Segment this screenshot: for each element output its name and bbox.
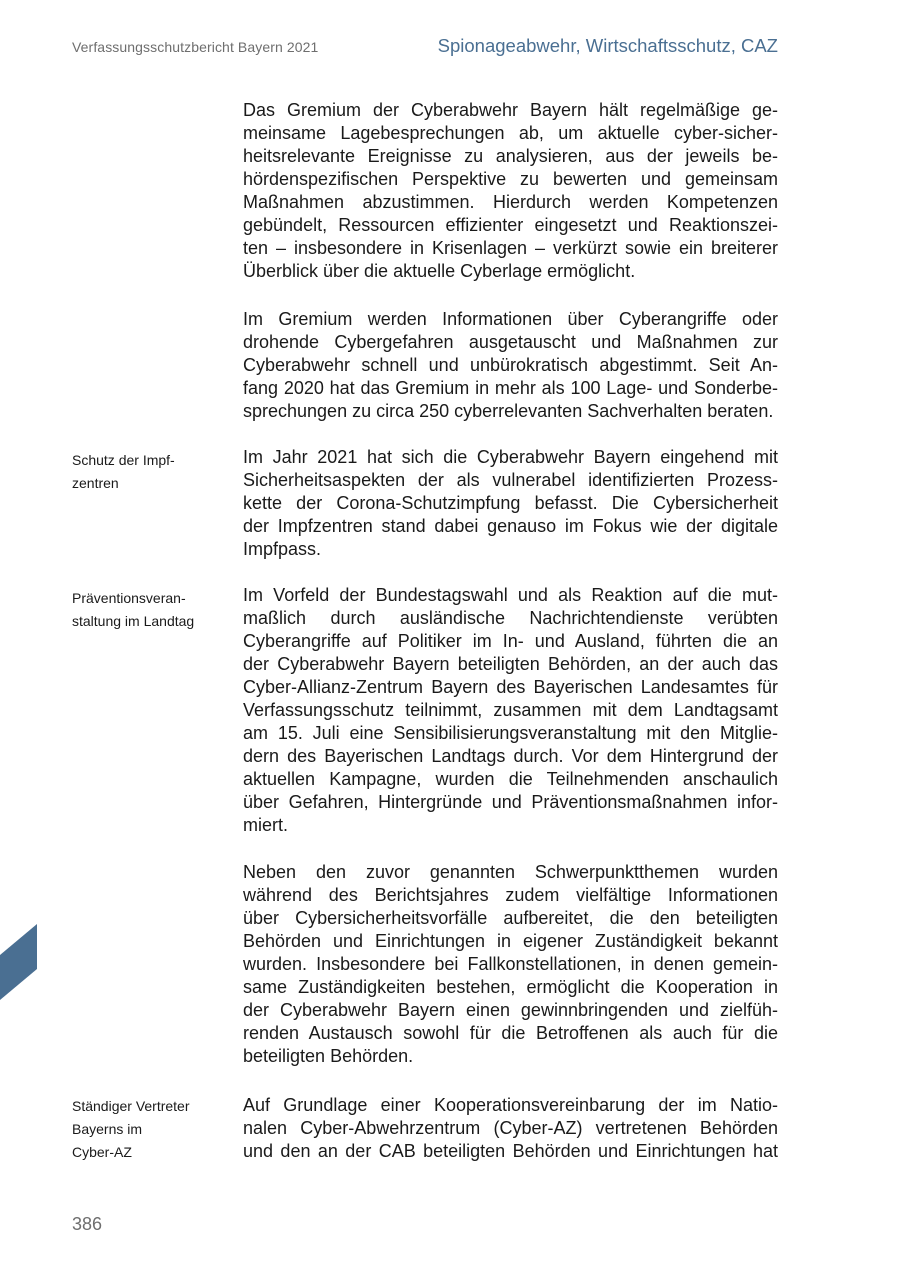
- text-line: Impfpass.: [243, 539, 322, 559]
- text-line: Neben den zuvor genannten Schwerpunktthemen wurden: [243, 862, 778, 882]
- page-number: 386: [72, 1214, 103, 1234]
- text-line: Maßnahmen abzustimmen. Hierdurch werden Kompetenzen: [243, 192, 778, 212]
- text-line: renden Austausch sowohl für die Betroffenen als auch für die: [243, 1023, 778, 1043]
- text-line: der Cyberabwehr Bayern beteiligten Behörden, an der auch das: [243, 654, 778, 674]
- body-paragraph: [243, 446, 778, 561]
- body-paragraph: [243, 584, 778, 837]
- chapter-tab-marker: [0, 924, 37, 1000]
- body-paragraph: [243, 308, 778, 423]
- margin-note-line: Präventionsveran-: [72, 590, 186, 606]
- margin-note-line: Schutz der Impf-: [72, 452, 175, 468]
- text-line: hördenspezifischen Perspektive zu bewerten und gemeinsam: [243, 169, 778, 189]
- text-line: meinsame Lagebesprechungen ab, um aktuelle cyber-sicher-: [243, 123, 778, 143]
- text-line: und den an der CAB beteiligten Behörden und Einrichtungen hat: [243, 1141, 778, 1161]
- text-line: am 15. Juli eine Sensibilisierungsveranstaltung mit den Mitglie-: [243, 723, 778, 743]
- text-line: ten – insbesondere in Krisenlagen – verkürzt sowie ein breiterer: [243, 238, 778, 258]
- text-line: Im Gremium werden Informationen über Cyberangriffe oder: [243, 309, 778, 329]
- body-paragraph: [243, 861, 778, 1068]
- text-line: dern des Bayerischen Landtags durch. Vor dem Hintergrund der: [243, 746, 778, 766]
- text-line: Im Jahr 2021 hat sich die Cyberabwehr Bayern eingehend mit: [243, 447, 778, 467]
- margin-note-line: Ständiger Vertreter: [72, 1098, 190, 1114]
- text-line: heitsrelevante Ereignisse zu analysieren, aus der jeweils be-: [243, 146, 778, 166]
- text-line: maßlich durch ausländische Nachrichtendienste verübten: [243, 608, 778, 628]
- margin-note-line: staltung im Landtag: [72, 613, 195, 629]
- chapter-title: Spionageabwehr, Wirtschaftsschutz, CAZ: [437, 35, 778, 56]
- text-line: Überblick über die aktuelle Cyberlage ermöglicht.: [243, 261, 636, 281]
- margin-note-impfzentren: [72, 449, 222, 495]
- body-paragraph: [243, 99, 778, 283]
- text-line: aktuellen Kampagne, wurden die Teilnehmenden anschaulich: [243, 769, 778, 789]
- text-line: Sicherheitsaspekten der als vulnerabel identifizierten Prozess-: [243, 470, 778, 490]
- text-line: Verfassungsschutz teilnimmt, zusammen mit dem Landtagsamt: [243, 700, 778, 720]
- margin-note-line: zentren: [72, 475, 119, 491]
- text-line: Cyberabwehr schnell und unbürokratisch abgestimmt. Seit An-: [243, 355, 778, 375]
- text-line: Cyber-Allianz-Zentrum Bayern des Bayerischen Landesamtes für: [243, 677, 778, 697]
- margin-note-line: Cyber-AZ: [72, 1144, 132, 1160]
- text-line: beteiligten Behörden.: [243, 1046, 414, 1066]
- text-line: wurden. Insbesondere bei Fallkonstellationen, in denen gemein-: [243, 954, 778, 974]
- text-line: der Cyberabwehr Bayern einen gewinnbringenden und zielfüh-: [243, 1000, 778, 1020]
- text-line: der Impfzentren stand dabei genauso im Fokus wie der digitale: [243, 516, 778, 536]
- margin-note-landtag: [72, 587, 222, 633]
- text-line: Auf Grundlage einer Kooperationsvereinbarung der im Natio-: [243, 1095, 778, 1115]
- body-paragraph: [243, 1094, 778, 1163]
- text-line: miert.: [243, 815, 288, 835]
- text-line: gebündelt, Ressourcen effizienter eingesetzt und Reaktionszei-: [243, 215, 778, 235]
- text-line: während des Berichtsjahres zudem vielfältige Informationen: [243, 885, 778, 905]
- text-line: nalen Cyber-Abwehrzentrum (Cyber-AZ) vertretenen Behörden: [243, 1118, 778, 1138]
- text-line: Das Gremium der Cyberabwehr Bayern hält regelmäßige ge-: [243, 100, 778, 120]
- text-line: Cyberangriffe auf Politiker im In- und Ausland, führten die an: [243, 631, 778, 651]
- text-line: same Zuständigkeiten bestehen, ermöglicht die Kooperation in: [243, 977, 778, 997]
- text-line: drohende Cybergefahren ausgetauscht und Maßnahmen zur: [243, 332, 778, 352]
- text-line: sprechungen zu circa 250 cyberrelevanten Sachverhalten beraten.: [243, 401, 774, 421]
- margin-note-cyber-az: [72, 1095, 222, 1164]
- margin-note-line: Bayerns im: [72, 1121, 143, 1137]
- text-line: über Cybersicherheitsvorfälle aufbereitet, die den beteiligten: [243, 908, 778, 928]
- text-line: fang 2020 hat das Gremium in mehr als 100 Lage- und Sonderbe-: [243, 378, 778, 398]
- text-line: Im Vorfeld der Bundestagswahl und als Reaktion auf die mut-: [243, 585, 778, 605]
- text-line: Behörden und Einrichtungen in eigener Zuständigkeit bekannt: [243, 931, 778, 951]
- text-line: kette der Corona-Schutzimpfung befasst. Die Cybersicherheit: [243, 493, 778, 513]
- running-header-title: Verfassungsschutzbericht Bayern 2021: [72, 39, 319, 55]
- text-line: über Gefahren, Hintergründe und Präventionsmaßnahmen infor-: [243, 792, 778, 812]
